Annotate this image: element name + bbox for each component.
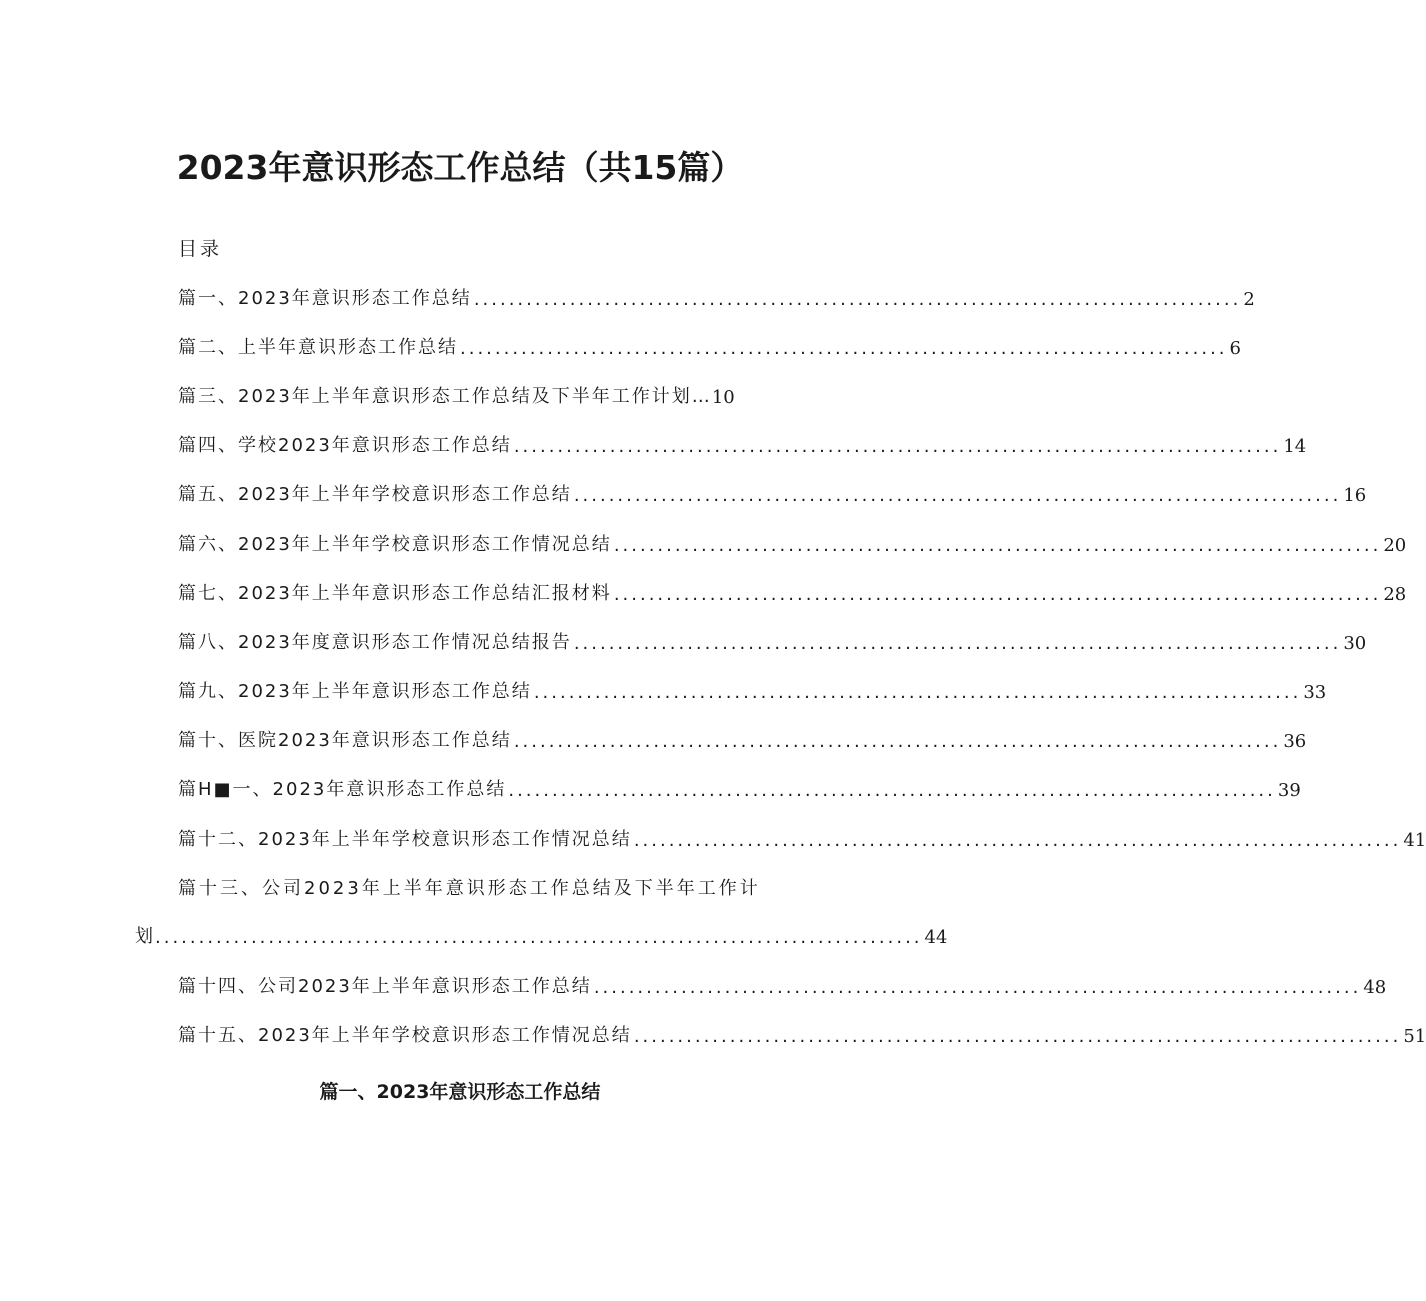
toc-entry[interactable] — [178, 480, 1367, 506]
document-title: 2023年意识形态工作总结（共15篇） — [176, 148, 744, 187]
toc-leader-dots: ........................................................................................ — [533, 682, 1302, 703]
toc-leader-dots: ........................................................................................ — [613, 535, 1382, 556]
toc-leader-dots: ........................................................................................ — [460, 338, 1228, 359]
toc-leader-dots: ........................................................................................ — [613, 584, 1382, 605]
toc-entry[interactable] — [178, 431, 1307, 457]
toc-page-number: 44 — [924, 927, 948, 948]
toc-entry-label: 篇七、2023年上半年意识形态工作总结汇报材料 — [178, 583, 612, 604]
toc-page-number: 2 — [1243, 289, 1255, 310]
toc-entry[interactable] — [178, 628, 1367, 654]
toc-entry-label: 篇十四、公司2023年上半年意识形态工作总结 — [178, 976, 592, 997]
toc-entry-label: 篇八、2023年度意识形态工作情况总结报告 — [178, 632, 572, 653]
toc-page-number: 10 — [711, 387, 735, 408]
toc-entry-label: 篇十二、2023年上半年学校意识形态工作情况总结 — [178, 829, 632, 850]
toc-entry-wrapped-line1[interactable]: 篇十三、公司2023年上半年意识形态工作总结及下半年工作计 — [178, 878, 761, 899]
toc-entry-label: 篇六、2023年上半年学校意识形态工作情况总结 — [178, 534, 612, 555]
toc-leader-dots: ........................................................................................ — [155, 927, 923, 948]
toc-leader-dots: ........................................................................................ — [633, 1026, 1402, 1047]
toc-entry-label: 篇十五、2023年上半年学校意识形态工作情况总结 — [178, 1025, 632, 1046]
toc-entry-label: 划 — [135, 926, 153, 947]
toc-leader-dots: ........................................................................................ — [513, 436, 1282, 457]
toc-entry[interactable] — [178, 530, 1407, 556]
toc-entry[interactable] — [178, 677, 1327, 703]
toc-leader-dots: ........................................................................................ — [573, 485, 1342, 506]
toc-heading: 目录 — [178, 238, 223, 260]
toc-entry-label: 篇H■一、2023年意识形态工作总结 — [178, 779, 507, 800]
toc-entry-label: 篇一、2023年意识形态工作总结 — [178, 288, 472, 309]
toc-leader-dots: ........................................................................................ — [573, 633, 1342, 654]
toc-entry[interactable] — [178, 825, 1426, 851]
toc-entry[interactable] — [178, 1021, 1426, 1047]
toc-page-number: 51 — [1403, 1026, 1426, 1047]
toc-entry-wrapped-line2[interactable] — [135, 922, 948, 948]
toc-page-number: 14 — [1283, 436, 1307, 457]
toc-entry-label: 篇三、2023年上半年意识形态工作总结及下半年工作计划… — [178, 386, 712, 407]
toc-leader-dots: ........................................................................................ — [633, 830, 1402, 851]
toc-entry-label: 篇二、上半年意识形态工作总结 — [178, 337, 458, 358]
toc-leader-dots: ........................................................................................ — [508, 780, 1276, 801]
toc-entry[interactable] — [178, 775, 1301, 801]
toc-leader-dots: ........................................................................................ — [473, 289, 1242, 310]
toc-page-number: 48 — [1363, 977, 1387, 998]
toc-entry[interactable] — [178, 333, 1241, 359]
toc-entry-label: 篇十、医院2023年意识形态工作总结 — [178, 730, 512, 751]
toc-page-number: 39 — [1277, 780, 1301, 801]
toc-leader-dots: ........................................................................................ — [593, 977, 1362, 998]
toc-entry[interactable] — [178, 579, 1407, 605]
toc-entry-label: 篇四、学校2023年意识形态工作总结 — [178, 435, 512, 456]
toc-page-number: 33 — [1303, 682, 1327, 703]
toc-page-number: 30 — [1343, 633, 1367, 654]
toc-entry[interactable] — [178, 284, 1255, 310]
toc-entry[interactable] — [178, 972, 1387, 998]
toc-page-number: 20 — [1383, 535, 1407, 556]
toc-entry-label: 篇九、2023年上半年意识形态工作总结 — [178, 681, 532, 702]
toc-page-number: 41 — [1403, 830, 1426, 851]
toc-page-number: 36 — [1283, 731, 1307, 752]
toc-entry[interactable] — [178, 726, 1307, 752]
toc-page-number: 6 — [1229, 338, 1241, 359]
toc-page-number: 16 — [1343, 485, 1367, 506]
toc-entry[interactable] — [178, 382, 735, 408]
section-heading: 篇一、2023年意识形态工作总结 — [319, 1081, 601, 1103]
toc-leader-dots: ........................................................................................ — [513, 731, 1282, 752]
toc-page-number: 28 — [1383, 584, 1407, 605]
toc-entry-label: 篇五、2023年上半年学校意识形态工作总结 — [178, 484, 572, 505]
